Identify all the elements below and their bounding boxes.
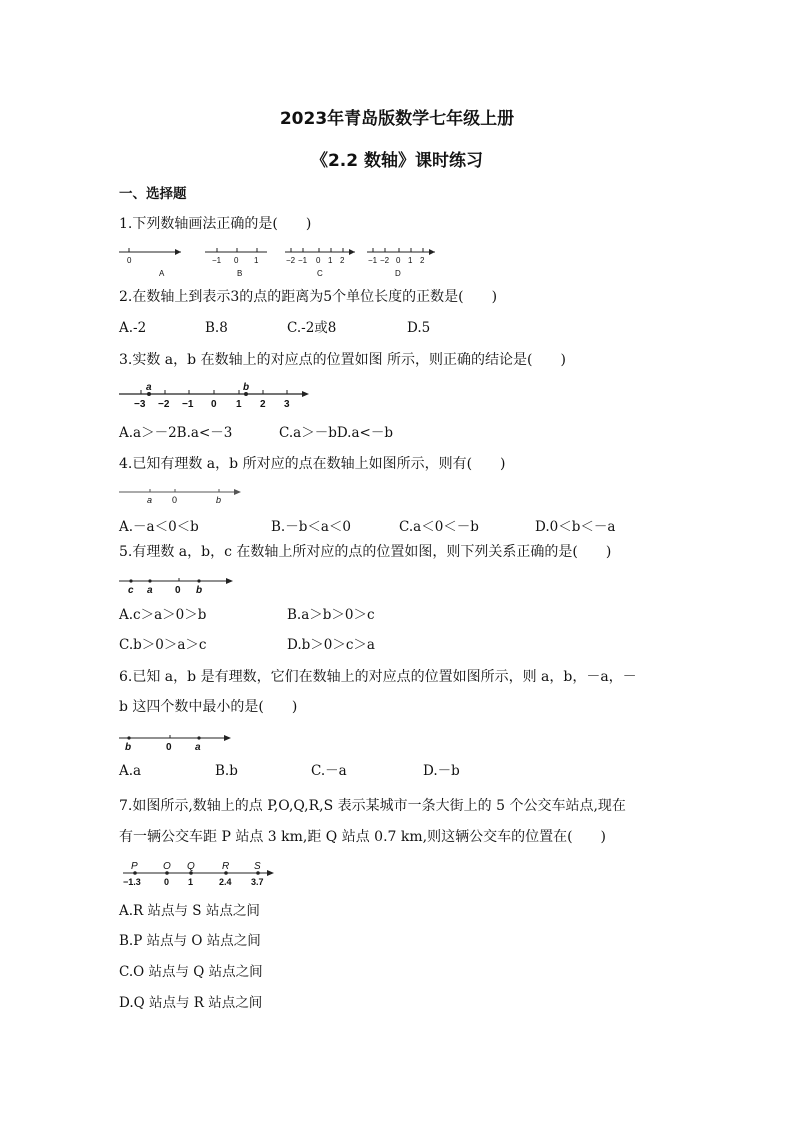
q4-option-b: B.－b＜a＜0 — [271, 519, 351, 535]
q7-value: 2.4 — [219, 877, 232, 887]
q1-axis-D — [367, 248, 435, 278]
q3-tick: −2 — [158, 399, 170, 410]
q1-b-tick: 0 — [234, 256, 239, 265]
q2-option-a: A.-2 — [119, 320, 147, 336]
q1-d-tick: 0 — [396, 256, 401, 265]
q7-option-b: B.P 站点与 O 站点之间 — [119, 933, 261, 949]
q1-axis-B — [205, 248, 267, 278]
q5-option-d: D.b＞0＞c＞a — [287, 637, 375, 653]
q1-b-tick: −1 — [212, 256, 222, 265]
q1-axis-A — [119, 248, 181, 278]
q2-option-d: D.5 — [407, 320, 431, 336]
q6-label-0: 0 — [166, 742, 172, 753]
q6-option-d: D.－b — [423, 763, 460, 779]
q5-option-a: A.c＞a＞0＞b — [119, 607, 207, 623]
q6-option-c: C.－a — [311, 763, 347, 779]
q1-d-tick: −1 — [368, 256, 378, 265]
q7-option-d: D.Q 站点与 R 站点之间 — [119, 995, 263, 1011]
q7-option-c: C.O 站点与 Q 站点之间 — [119, 964, 263, 980]
q7-point-o: O — [163, 861, 171, 872]
q1-a-tick: 0 — [127, 256, 132, 265]
q3-point-a: a — [146, 382, 152, 393]
question-4-stem: 4.已知有理数 a，b 所对应的点在数轴上如图所示，则有( ) — [119, 456, 506, 472]
question-1-stem: 1.下列数轴画法正确的是( ) — [119, 216, 312, 232]
q4-label-0: 0 — [172, 495, 178, 505]
q1-c-tick: 2 — [340, 256, 345, 265]
q4-label-b: b — [216, 495, 222, 505]
q1-c-tick: 0 — [316, 256, 321, 265]
q1-c-tick: −1 — [298, 256, 308, 265]
q6-option-b: B.b — [215, 763, 238, 779]
q5-figure — [119, 574, 237, 596]
q1-d-label: D — [395, 269, 401, 278]
q1-figure — [119, 244, 439, 278]
q3-figure — [119, 380, 314, 410]
q3-tick: 1 — [236, 399, 242, 410]
q7-point-p: P — [131, 861, 138, 872]
q3-tick: −3 — [134, 399, 146, 410]
q7-option-a: A.R 站点与 S 站点之间 — [119, 903, 260, 919]
q7-value: 3.7 — [251, 877, 264, 887]
page-title: 2023年青岛版数学七年级上册 — [279, 109, 515, 129]
q5-label-c: c — [128, 585, 134, 596]
q6-label-b: b — [125, 742, 132, 753]
q3-tick: 3 — [284, 399, 290, 410]
q1-c-tick: 1 — [328, 256, 333, 265]
q7-value: −1.3 — [123, 877, 141, 887]
q7-point-s: S — [254, 861, 261, 872]
q6-label-a: a — [195, 742, 201, 753]
q3-option-cd: C.a＞－bD.a<－b — [279, 425, 393, 441]
q3-point-b: b — [243, 382, 250, 393]
q1-c-label: C — [317, 269, 323, 278]
q3-tick: 2 — [260, 399, 266, 410]
q5-option-b: B.a＞b＞0＞c — [287, 607, 375, 623]
q6-option-a: A.a — [119, 763, 142, 779]
question-6-stem-line1: 6.已知 a，b 是有理数，它们在数轴上的对应点的位置如图所示，则 a，b，－a，－ — [119, 669, 637, 685]
q4-figure — [119, 486, 245, 508]
question-2-stem: 2.在数轴上到表示3的点的距离为5个单位长度的正数是( ) — [119, 289, 498, 305]
q7-value: 0 — [164, 877, 170, 887]
q1-b-tick: 1 — [254, 256, 259, 265]
q5-label-b: b — [196, 585, 203, 596]
q3-tick: 0 — [211, 399, 217, 410]
q3-option-ab: A.a＞－2B.a<－3 — [119, 425, 233, 441]
q1-a-label: A — [159, 269, 165, 278]
q2-option-c: C.-2或8 — [287, 320, 337, 336]
q7-figure — [119, 859, 279, 889]
q4-option-d: D.0＜b＜－a — [535, 519, 616, 535]
q1-d-tick: −2 — [380, 256, 390, 265]
question-7-stem-line2: 有一辆公交车距 P 站点 3 km,距 Q 站点 0.7 km,则这辆公交车的位置在( ) — [119, 829, 607, 845]
q4-option-c: C.a＜0＜－b — [399, 519, 479, 535]
q5-label-0: 0 — [175, 585, 181, 596]
q1-axis-C — [285, 248, 355, 278]
q1-b-label: B — [237, 269, 243, 278]
question-5-stem: 5.有理数 a，b，c 在数轴上所对应的点的位置如图，则下列关系正确的是( ) — [119, 544, 612, 560]
q1-d-tick: 1 — [408, 256, 413, 265]
q5-label-a: a — [147, 585, 153, 596]
q2-option-b: B.8 — [205, 320, 228, 336]
question-6-stem-line2: b 这四个数中最小的是( ) — [119, 699, 298, 715]
q1-d-tick: 2 — [420, 256, 425, 265]
page-subtitle: 《2.2 数轴》课时练习 — [310, 151, 484, 171]
q4-option-a: A.－a＜0＜b — [119, 519, 199, 535]
q4-label-a: a — [147, 495, 153, 505]
q7-point-r: R — [222, 861, 230, 872]
section-heading: 一、选择题 — [119, 186, 187, 202]
q1-c-tick: −2 — [286, 256, 296, 265]
q3-tick: −1 — [182, 399, 194, 410]
q5-option-c: C.b＞0＞a＞c — [119, 637, 207, 653]
q7-point-q: Q — [187, 861, 195, 872]
q6-figure — [119, 731, 235, 753]
question-7-stem-line1: 7.如图所示,数轴上的点 P,O,Q,R,S 表示某城市一条大街上的 5 个公交车站点,现在 — [119, 798, 626, 814]
question-3-stem: 3.实数 a，b 在数轴上的对应点的位置如图 所示，则正确的结论是( ) — [119, 352, 566, 368]
q7-value: 1 — [188, 877, 194, 887]
